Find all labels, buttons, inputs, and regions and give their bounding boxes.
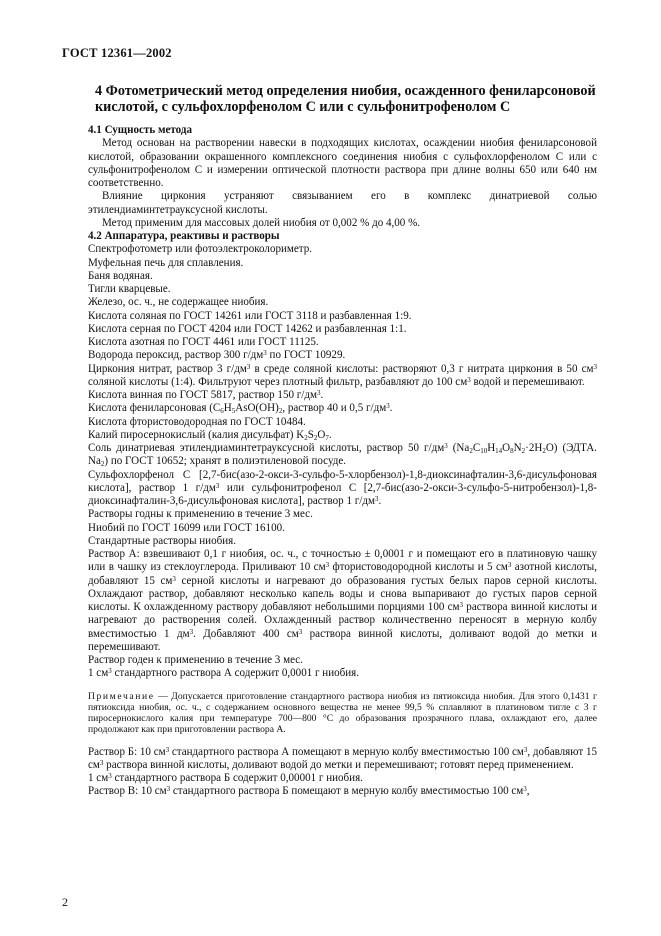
list-item: Железо, ос. ч., не содержащее ниобия. [88, 296, 269, 309]
reagent-peroxide: Водорода пероксид, раствор 300 $г/дм^3$ по ГОСТ 10929. [88, 349, 346, 362]
reagent-potassium-pyrosulfate: Калий пиросернокислый (калия дисульфат) $K_2S_2O_7$. [88, 428, 332, 442]
list-item: Спектрофотометр или фотоэлектроколориметр. [88, 243, 313, 256]
paragraph-solution-b-concentration: 1 $см^3$ стандартного раствора Б содержит 0,00001 г ниобия. [88, 772, 363, 785]
list-item: Баня водяная. [88, 269, 153, 282]
reagent-zirconium-nitrate: Циркония нитрат, раствор 3 $г/дм^3$ в среде соляной кислоты: растворяют 0,3 г нитрата циркония в 50 $см^3$ соляной кислоты (1:4). Фильтруют через плотный фильтр, разбавляют до 100 $см^3$ водой и перемешивают. [88, 362, 597, 388]
reagent-hydrofluoric-acid: Кислота фтористоводородная по ГОСТ 10484. [88, 415, 306, 428]
paragraph-solution-v: Раствор В: 10 $см^3$ стандартного раствора Б помещают в мерную колбу вместимостью 100 $см^3$, [88, 785, 530, 798]
paragraph-solution-b: Раствор Б: 10 $см^3$ стандартного раствора А помещают в мерную колбу вместимостью 100 $см^3$, добавляют 15 $см^3$ раствора винной кислоты, доливают водой до метки и перемешивают; готовят перед применением. [88, 745, 598, 771]
reagent-tartaric-acid: Кислота винная по ГОСТ 5817, раствор 150 $г/дм^3$. [88, 389, 324, 401]
paragraph-principle: Метод основан на растворении навески в подходящих кислотах, осаждении ниобия фениларсоновой кислотой, образовании окрашенного комплексного соединения ниобия с сульфохлорфенолом С или с сульфонитрофенолом С и измерении оптической плотности раствора при длине волны 650 или 640 нм соответственно. [88, 137, 597, 189]
paragraph-solution-a: Раствор А: взвешивают 0,1 г ниобия, ос. ч., с точностью ± 0,0001 г и помещают его в платиновую чашку или в чашку из стеклоуглерода. Приливают 10 $см^3$ фтористоводородной кислоты и 5 $см^3$ азотной кислоты, добавляют 15 $см^3$ серной кислоты и нагревают до образования густых белых паров серной кислоты. Охлаждают раствор, добавляют несколько капель воды и снова выпаривают до густых паров серной кислоты. К охлажденному раствору добавляют небольшими порциями 100 $см^3$ раствора винной кислоты и нагревают до растворения солей. Охлажденный раствор количественно переносят в мерную колбу вместимостью 1 $дм^3$. Добавляют 400 $см^3$ раствора винной кислоты, доливают водой до метки и перемешивают. [88, 548, 598, 653]
reagent-niobium: Ниобий по ГОСТ 16099 или ГОСТ 16100. [88, 521, 285, 534]
note-label: Примечание [88, 690, 155, 702]
paragraph-zirconium: Влияние циркония устраняют связыванием его в комплекс динатриевой солью этилендиаминтетрауксусной кислоты. [88, 190, 597, 216]
section-4-2-heading: 4.2 Аппаратура, реактивы и растворы [88, 230, 280, 242]
section-title: 4 Фотометрический метод определения ниобия, осажденного фениларсоновой кислотой, с сульфохлорфенолом С или с сульфонитрофенолом С [95, 83, 596, 115]
list-item: Кислота соляная по ГОСТ 14261 или ГОСТ 3118 и разбавленная 1:9. [88, 309, 412, 322]
paragraph-solution-a-concentration: 1 $см^3$ стандартного раствора А содержит 0,0001 г ниобия. [88, 667, 360, 680]
page-number: 2 [62, 895, 68, 909]
reagent-phenylarsonic-acid: Кислота фениларсоновая ($C_6H_5AsO(OH)_2$, раствор 40 и 0,5 $г/дм^3$. [88, 402, 393, 416]
list-item: Кислота азотная по ГОСТ 4461 или ГОСТ 11125. [88, 336, 319, 348]
list-item: Тигли кварцевые. [88, 283, 171, 295]
note: Примечание — Допускается приготовление стандартного раствора ниобия из пятиоксида ниобия. Для этого 0,1431 г пятиоксида ниобия, ос. ч., с содержанием основного вещества не менее 99,5 % сплавляют в платиновом тигле с 3 г пиросернокислого калия при температуре 700—800 °С до образования прозрачного плава, охлаждают его, далее продолжают как при приготовлении раствора А. [88, 690, 597, 736]
document-body [88, 124, 597, 799]
paragraph-solution-a-validity: Раствор годен к применению в течение 3 мес. [88, 654, 303, 666]
list-item: Кислота серная по ГОСТ 4204 или ГОСТ 14262 и разбавленная 1:1. [88, 322, 407, 335]
reagent-sulfochlorophenol: Сульфохлорфенол С [2,7-бис(азо-2-окси-3-сульфо-5-хлорбензол)-1,8-диоксинафталин-3,6-дисульфоновая кислота], раствор 1 $г/дм^3$ или сульфонитрофенол С [2,7-бис(азо-2-окси-3-сульфо-5-нитробензол)-1,8-диоксинафталин-3,6-дисульфоновая кислота], раствор 1 $г/дм^3$. [88, 468, 597, 507]
paragraph-standard-solutions: Стандартные растворы ниобия. [88, 534, 236, 547]
paragraph-range: Метод применим для массовых долей ниобия от 0,002 % до 4,00 %. [102, 216, 421, 229]
document-header: ГОСТ 12361—2002 [62, 46, 172, 60]
reagent-edta: Соль динатриевая этилендиаминтетрауксусной кислоты, раствор 50 $г/дм^3$ $(Na_2C_{10}H_{14}O_8N_2\cdot 2H_2O)$ (ЭДТА. $Na_2$) по ГОСТ 10652; хранят в полиэтиленовой посуде. [88, 442, 598, 469]
paragraph-validity: Растворы годны к применению в течение 3 мес. [88, 508, 313, 521]
section-4-1-heading: 4.1 Сущность метода [88, 124, 192, 136]
list-item: Муфельная печь для сплавления. [88, 256, 244, 269]
